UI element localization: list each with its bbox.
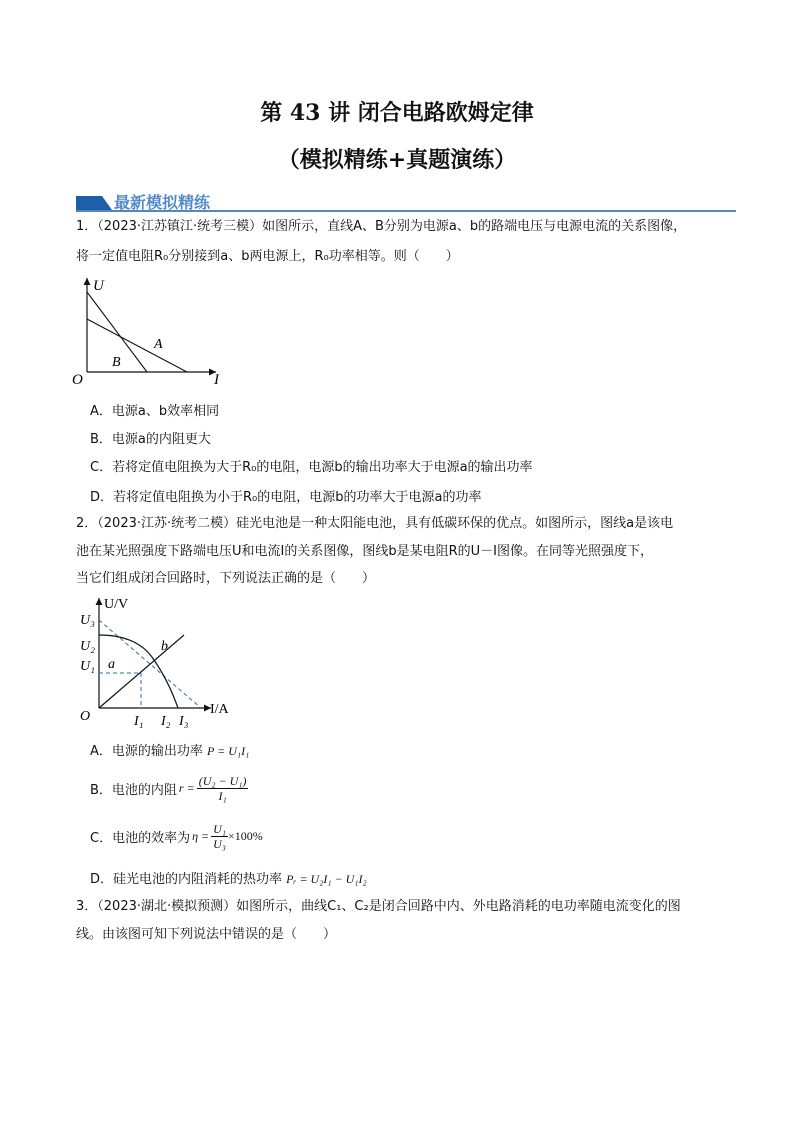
q2-b-label: b [161, 639, 168, 654]
q2-option-b [90, 768, 248, 808]
q2-i-axis-label: I/A [210, 702, 229, 717]
q2-option-b-fraction [197, 774, 249, 803]
q1-option-b: B．电源a的内阻更大 [90, 432, 211, 447]
q1-stem-line2: 将一定值电阻R₀分别接到a、b两电源上，R₀功率相等。则（ ） [76, 249, 459, 264]
q2-option-a-text: A．电源的输出功率 [90, 744, 203, 759]
q2-option-c-text: C．电池的效率为 [90, 830, 191, 846]
q2-option-b-lhs: r = [178, 780, 195, 795]
page-subtitle: （模拟精练+真题演练） [277, 147, 517, 173]
q2-figure [66, 590, 246, 730]
q2-stem-line1: 2．（2023·江苏·统考二模）硅光电池是一种太阳能电池，具有低碳环保的优点。如图所示，图线a是该电 [76, 516, 674, 531]
q2-origin-label: O [80, 709, 91, 724]
q2-option-c-numerator: U₁ [213, 821, 226, 836]
q1-a-label: A [154, 337, 163, 352]
q2-i2-label: I₂ [161, 714, 171, 729]
q1-option-c: C．若将定值电阻换为大于R₀的电阻，电源b的输出功率大于电源a的输出功率 [90, 460, 533, 475]
q2-option-c-fraction [211, 822, 228, 851]
q2-stem-line3: 当它们组成闭合回路时，下列说法正确的是（ ） [76, 571, 376, 586]
q2-option-a [90, 740, 249, 759]
q2-option-c-lhs: η = [192, 828, 210, 843]
q2-u1-label: U₁ [80, 659, 95, 674]
q1-origin-label: O [72, 372, 83, 388]
q2-option-b-numerator: (U₂ − U₁) [198, 773, 247, 788]
q2-option-d-formula: Pᵣ = U₂I₁ − U₁I₂ [286, 872, 367, 886]
q2-stem-line2: 池在某光照强度下路端电压U和电流I的关系图像，图线b是某电阻R的U－I图像。在同等光照强度下， [76, 544, 653, 559]
section-label: 最新模拟精练 [114, 193, 211, 212]
q1-option-a: A．电源a、b效率相同 [90, 404, 220, 419]
q2-option-d [90, 868, 367, 887]
q2-u2-label: U₂ [80, 639, 95, 654]
q3-stem-line1: 3．（2023·湖北·模拟预测）如图所示，曲线C₁、C₂是闭合回路中内、外电路消耗的电功率随电流变化的图 [76, 899, 681, 914]
q1-u-label: U [93, 278, 104, 294]
q2-a-label: a [108, 657, 115, 672]
q2-i1-label: I₁ [134, 714, 144, 729]
q1-i-label: I [214, 372, 219, 388]
q1-b-label: B [112, 355, 121, 370]
q2-option-d-text: D．硅光电池的内阻消耗的热功率 [90, 872, 283, 887]
q1-line-a [87, 319, 187, 372]
q1-option-d: D．若将定值电阻换为小于R₀的电阻，电源b的功率大于电源a的功率 [90, 490, 482, 505]
q2-option-b-denominator: I₁ [218, 788, 227, 803]
q2-option-c-denominator: U₃ [213, 836, 226, 851]
q1-figure [66, 270, 241, 390]
q2-u-axis-label: U/V [104, 597, 129, 612]
q2-i3-label: I₃ [179, 714, 189, 729]
q2-option-c [90, 816, 263, 856]
q1-stem-line1: 1．（2023·江苏镇江·统考三模）如图所示，直线A、B分别为电源a、b的路端电压与电源电流的关系图像， [76, 219, 687, 234]
page-title: 第 43 讲 闭合电路欧姆定律 [260, 100, 534, 126]
section-banner [76, 190, 736, 212]
q2-option-a-formula: P = U₁I₁ [207, 744, 250, 758]
q2-u3-label: U₃ [80, 613, 95, 628]
q2-option-b-text: B．电池的内阻 [90, 782, 177, 798]
q2-option-c-tail: ×100% [227, 828, 263, 843]
q3-stem-line2: 线。由该图可知下列说法中错误的是（ ） [76, 927, 337, 942]
